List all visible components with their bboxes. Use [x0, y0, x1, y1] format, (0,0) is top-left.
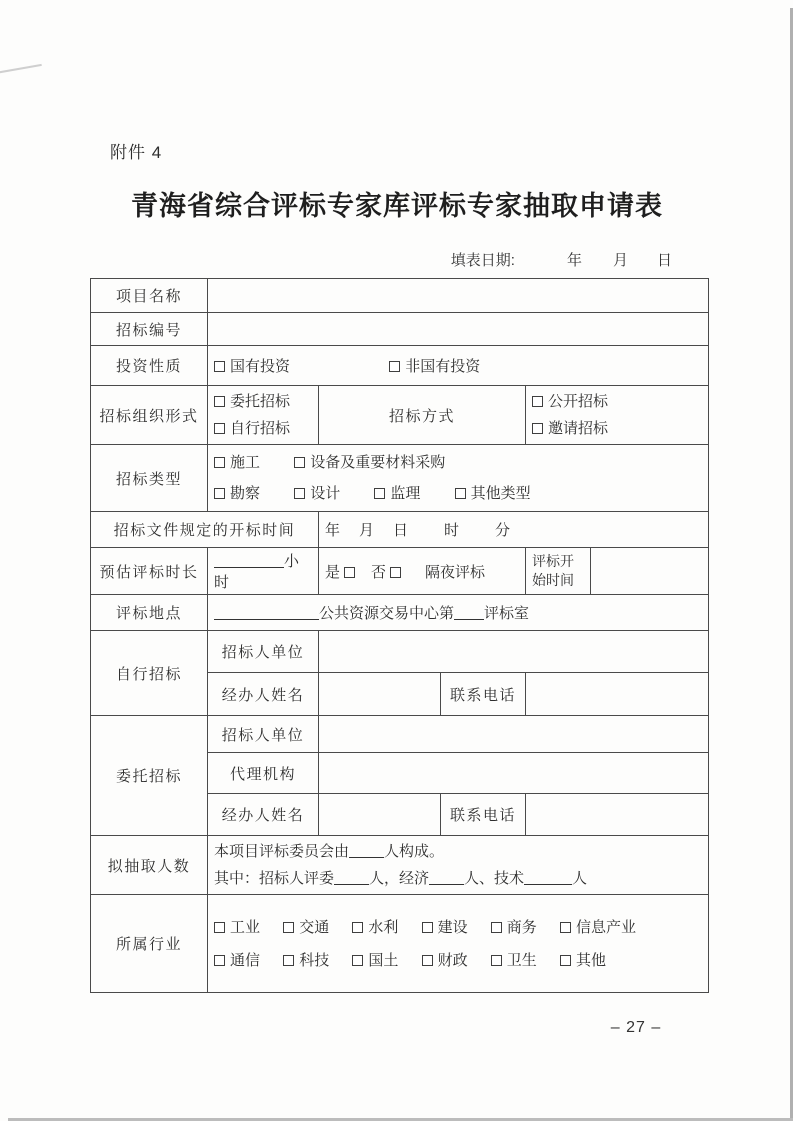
- row-bid-type: [91, 445, 709, 512]
- headcount-text: 人，经济: [369, 870, 430, 887]
- delegate-agency-label: 代理机构: [208, 753, 319, 794]
- checkbox-industry-shuili[interactable]: [352, 922, 363, 933]
- option-other-type: [455, 485, 531, 502]
- bid-type-line1: [214, 447, 702, 478]
- delegate-agency-value-cell: [319, 753, 709, 794]
- start-time-value-cell: [591, 548, 709, 595]
- checkbox-industry-jiaotong[interactable]: [283, 922, 294, 933]
- bid-type-label: 招标类型: [91, 445, 208, 512]
- selfbid-unit-value-cell: [319, 631, 709, 673]
- overnight-no-label: 否: [371, 563, 387, 581]
- option-label: 施工: [230, 454, 261, 471]
- option-industry: [422, 919, 468, 936]
- project-name-value-cell: [208, 279, 709, 313]
- option-industry: [214, 952, 260, 969]
- row-delegate-unit: [91, 716, 709, 753]
- option-industry: [352, 952, 398, 969]
- option-design: [294, 485, 340, 502]
- headcount-text: 其中：招标人评委: [214, 870, 335, 887]
- fill-date-month: 月: [612, 252, 628, 269]
- option-open-bid: [532, 388, 702, 415]
- org-form-options-cell: [208, 386, 319, 445]
- headcount-text: 人构成。: [384, 843, 445, 860]
- location-center-blank[interactable]: [214, 606, 319, 620]
- option-industry: [560, 919, 636, 936]
- bid-type-options-cell: [208, 445, 709, 512]
- duration-hours-blank[interactable]: [214, 554, 284, 568]
- option-label: 科技: [299, 951, 330, 969]
- checkbox-delegated-bid[interactable]: [214, 396, 225, 407]
- option-industry: [214, 919, 260, 936]
- location-center-text: 公共资源交易中心第: [319, 605, 455, 622]
- option-label: 通信: [230, 951, 261, 969]
- start-time-label: 评标开始时间: [532, 553, 574, 588]
- checkbox-non-state-investment[interactable]: [389, 361, 400, 372]
- bid-method-options-cell: [526, 386, 709, 445]
- start-time-label-cell: [526, 548, 591, 595]
- duration-hours-cell: [208, 548, 319, 595]
- headcount-value-cell: [208, 836, 709, 895]
- option-supervision: [374, 485, 420, 502]
- headcount-line2: [214, 865, 702, 892]
- form-title: 青海省综合评标专家库评标专家抽取申请表: [131, 191, 663, 221]
- option-industry: [283, 919, 329, 936]
- attachment-label: 附件 4: [110, 143, 163, 162]
- option-industry: [560, 952, 606, 969]
- headcount-label: 拟抽取人数: [91, 836, 208, 895]
- checkbox-design[interactable]: [294, 488, 305, 499]
- delegate-person-value-cell: [319, 794, 441, 836]
- checkbox-industry-qita[interactable]: [560, 955, 571, 966]
- location-room-blank[interactable]: [454, 606, 484, 620]
- option-label: 邀请招标: [548, 420, 609, 437]
- option-label: 信息产业: [575, 918, 636, 936]
- option-label: 其他: [575, 951, 606, 969]
- checkbox-invited-bid[interactable]: [532, 423, 543, 434]
- headcount-text: 人: [572, 870, 588, 887]
- checkbox-industry-caizheng[interactable]: [422, 955, 433, 966]
- option-industry: [491, 919, 537, 936]
- checkbox-open-bid[interactable]: [532, 396, 543, 407]
- option-industry: [491, 952, 537, 969]
- checkbox-overnight-yes[interactable]: [344, 567, 355, 578]
- row-project-name: [91, 279, 709, 313]
- option-industry: [283, 952, 329, 969]
- option-non-state-investment: [389, 358, 480, 375]
- option-survey: [214, 485, 260, 502]
- option-label: 商务: [506, 918, 537, 936]
- location-room-text: 评标室: [484, 605, 530, 622]
- option-state-investment: [214, 358, 290, 375]
- overnight-no: [371, 564, 401, 581]
- checkbox-other-type[interactable]: [455, 488, 466, 499]
- option-label: 国土: [368, 951, 399, 969]
- checkbox-equipment[interactable]: [294, 457, 305, 468]
- option-industry: [352, 919, 398, 936]
- option-industry: [422, 952, 468, 969]
- checkbox-supervision[interactable]: [374, 488, 385, 499]
- row-location: [91, 595, 709, 631]
- fill-date-line: [90, 249, 708, 270]
- option-label: 其他类型: [470, 485, 531, 502]
- checkbox-construction[interactable]: [214, 457, 225, 468]
- option-label: 工业: [230, 918, 261, 936]
- option-invited-bid: [532, 415, 702, 442]
- overnight-cell: [319, 548, 526, 595]
- selfbid-person-label: 经办人姓名: [208, 673, 319, 716]
- bid-number-label: 招标编号: [91, 313, 208, 346]
- headcount-tech-blank[interactable]: [524, 871, 572, 885]
- option-label: 财政: [437, 951, 468, 969]
- checkbox-industry-weisheng[interactable]: [491, 955, 502, 966]
- overnight-yes-label: 是: [325, 563, 341, 581]
- checkbox-industry-jianshe[interactable]: [422, 922, 433, 933]
- overnight-yes: [325, 564, 355, 581]
- checkbox-overnight-no[interactable]: [390, 567, 401, 578]
- checkbox-industry-keji[interactable]: [283, 955, 294, 966]
- option-label: 公开招标: [548, 393, 609, 410]
- row-duration: [91, 548, 709, 595]
- page-number: – 27 –: [610, 1019, 662, 1036]
- option-label: 卫生: [506, 951, 537, 969]
- org-form-label: 招标组织形式: [91, 386, 208, 445]
- selfbid-person-value-cell: [319, 673, 441, 716]
- row-investment-nature: [91, 346, 709, 386]
- fill-date-year: 年: [566, 252, 582, 269]
- option-delegated-bid: [214, 388, 312, 415]
- delegate-unit-label: 招标人单位: [208, 716, 319, 753]
- option-label: 自行招标: [230, 420, 291, 437]
- headcount-text: 人、技术: [464, 870, 525, 887]
- row-headcount: [91, 836, 709, 895]
- option-label: 监理: [390, 485, 421, 502]
- headcount-total-blank[interactable]: [349, 844, 384, 858]
- delegate-unit-value-cell: [319, 716, 709, 753]
- investment-label: 投资性质: [91, 346, 208, 386]
- open-time-label: 招标文件规定的开标时间: [91, 512, 319, 548]
- industry-label: 所属行业: [91, 895, 208, 993]
- scan-artifact-corner: [0, 64, 42, 74]
- duration-label: 预估评标时长: [91, 548, 208, 595]
- row-open-time: [91, 512, 709, 548]
- overnight-label: 隔夜评标: [425, 563, 486, 581]
- option-equipment: [294, 454, 445, 471]
- delegate-phone-value-cell: [526, 794, 709, 836]
- row-org-form: [91, 386, 709, 445]
- row-selfbid-unit: [91, 631, 709, 673]
- location-value-cell: [208, 595, 709, 631]
- option-label: 设计: [310, 485, 341, 502]
- checkbox-survey[interactable]: [214, 488, 225, 499]
- industry-line1: [214, 911, 702, 944]
- row-bid-number: [91, 313, 709, 346]
- option-label: 设备及重要材料采购: [310, 454, 446, 471]
- option-label: 建设: [437, 918, 468, 936]
- bid-number-value-cell: [208, 313, 709, 346]
- bid-type-line2: [214, 478, 702, 509]
- checkbox-state-investment[interactable]: [214, 361, 225, 372]
- delegate-phone-label: 联系电话: [441, 794, 526, 836]
- industry-line2: [214, 944, 702, 977]
- option-label: 勘察: [230, 485, 261, 502]
- location-label: 评标地点: [91, 595, 208, 631]
- open-time-value: 年 月 日 时 分: [319, 512, 709, 548]
- checkbox-self-bid[interactable]: [214, 423, 225, 434]
- option-construction: [214, 454, 260, 471]
- checkbox-industry-gongye[interactable]: [214, 922, 225, 933]
- duration-unit: 小时: [214, 553, 300, 591]
- fill-date-day: 日: [656, 252, 672, 269]
- option-label: 非国有投资: [405, 358, 481, 375]
- headcount-econ-blank[interactable]: [429, 871, 464, 885]
- fill-date-label: 填表日期:: [450, 252, 515, 269]
- delegate-person-label: 经办人姓名: [208, 794, 319, 836]
- option-label: 国有投资: [230, 358, 291, 375]
- option-label: 委托招标: [230, 393, 291, 410]
- headcount-text: 本项目评标委员会由: [214, 843, 350, 860]
- selfbid-phone-value-cell: [526, 673, 709, 716]
- application-form-table: [90, 278, 709, 993]
- bid-method-label: 招标方式: [319, 386, 526, 445]
- headcount-owner-blank[interactable]: [334, 871, 369, 885]
- option-self-bid: [214, 415, 312, 442]
- headcount-line1: [214, 838, 702, 865]
- checkbox-industry-tongxin[interactable]: [214, 955, 225, 966]
- investment-options-cell: [208, 346, 709, 386]
- selfbid-group-label: 自行招标: [91, 631, 208, 716]
- checkbox-industry-xinxi[interactable]: [560, 922, 571, 933]
- delegate-group-label: 委托招标: [91, 716, 208, 836]
- option-label: 水利: [368, 918, 399, 936]
- industry-options-cell: [208, 895, 709, 993]
- project-name-label: 项目名称: [91, 279, 208, 313]
- checkbox-industry-shangwu[interactable]: [491, 922, 502, 933]
- selfbid-unit-label: 招标人单位: [208, 631, 319, 673]
- row-industry: [91, 895, 709, 993]
- selfbid-phone-label: 联系电话: [441, 673, 526, 716]
- option-label: 交通: [299, 918, 330, 936]
- checkbox-industry-guotu[interactable]: [352, 955, 363, 966]
